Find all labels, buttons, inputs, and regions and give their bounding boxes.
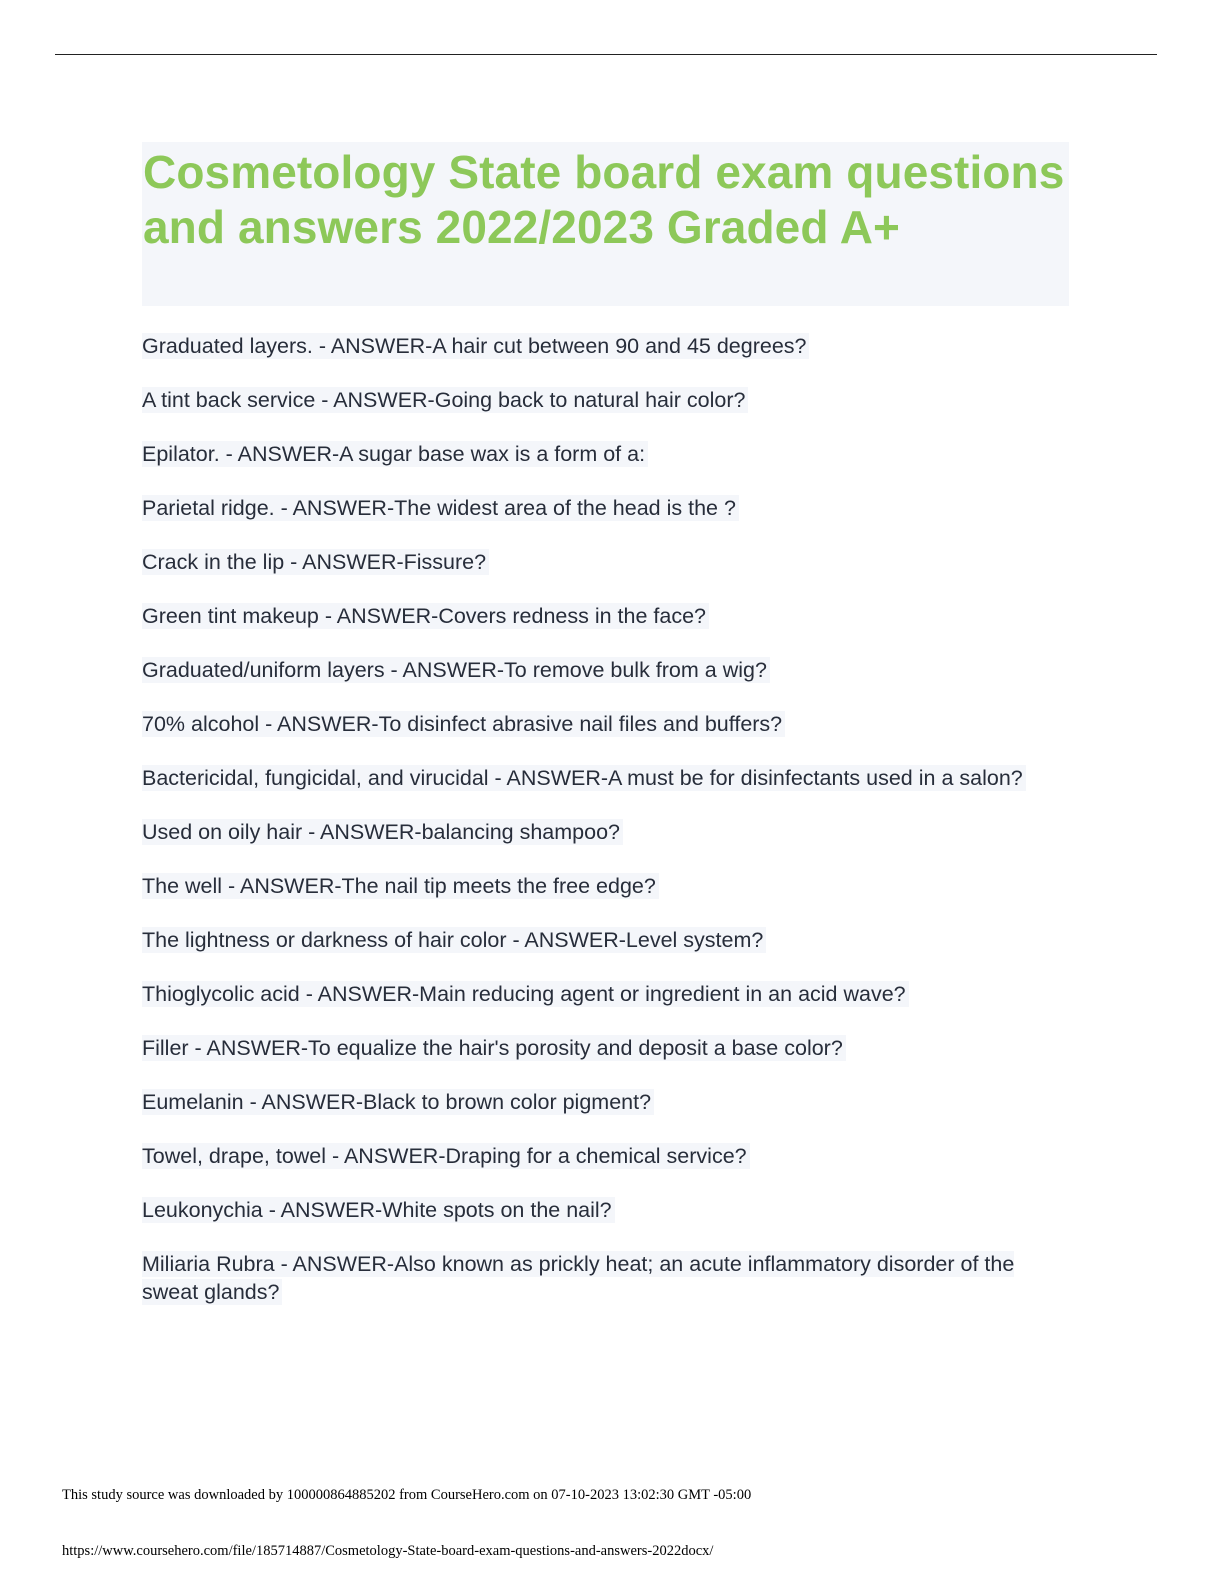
qa-item: [142, 333, 1072, 361]
qa-text: Bactericidal, fungicidal, and virucidal - ANSWER-A must be for disinfectants used in a salon?: [142, 765, 1026, 791]
qa-item: [142, 1089, 1072, 1117]
qa-item: [142, 387, 1072, 415]
qa-text: A tint back service - ANSWER-Going back to natural hair color?: [142, 387, 748, 413]
qa-item: [142, 1143, 1072, 1171]
qa-text: Filler - ANSWER-To equalize the hair's porosity and deposit a base color?: [142, 1035, 846, 1061]
qa-item: [142, 981, 1072, 1009]
qa-text: Thioglycolic acid - ANSWER-Main reducing agent or ingredient in an acid wave?: [142, 981, 909, 1007]
page-title: Cosmetology State board exam questions and answers 2022/2023 Graded A+: [143, 146, 1065, 253]
qa-text: Used on oily hair - ANSWER-balancing shampoo?: [142, 819, 623, 845]
qa-item: [142, 441, 1072, 469]
qa-item: [142, 711, 1072, 739]
qa-item: [142, 495, 1072, 523]
qa-text: Towel, drape, towel - ANSWER-Draping for a chemical service?: [142, 1143, 750, 1169]
qa-text: The lightness or darkness of hair color - ANSWER-Level system?: [142, 927, 766, 953]
qa-list: [142, 333, 1072, 1333]
qa-item: [142, 549, 1072, 577]
qa-text: The well - ANSWER-The nail tip meets the free edge?: [142, 873, 659, 899]
qa-text: Graduated layers. - ANSWER-A hair cut between 90 and 45 degrees?: [142, 333, 809, 359]
qa-item: [142, 819, 1072, 847]
qa-item: [142, 765, 1072, 793]
footer-url: https://www.coursehero.com/file/185714887/Cosmetology-State-board-exam-questions-and-answers-2022docx/: [62, 1543, 714, 1559]
qa-item: [142, 1197, 1072, 1225]
qa-text: 70% alcohol - ANSWER-To disinfect abrasive nail files and buffers?: [142, 711, 785, 737]
qa-text: Crack in the lip - ANSWER-Fissure?: [142, 549, 489, 575]
qa-item: [142, 873, 1072, 901]
qa-text: Graduated/uniform layers - ANSWER-To remove bulk from a wig?: [142, 657, 770, 683]
qa-item: [142, 603, 1072, 631]
qa-text: Eumelanin - ANSWER-Black to brown color pigment?: [142, 1089, 654, 1115]
qa-text: Miliaria Rubra - ANSWER-Also known as prickly heat; an acute inflammatory disorder of the sweat glands?: [142, 1252, 1015, 1304]
qa-item: [142, 1035, 1072, 1063]
qa-item: [142, 927, 1072, 955]
qa-item: [142, 1251, 1072, 1306]
top-divider: [55, 54, 1157, 55]
qa-text: Green tint makeup - ANSWER-Covers redness in the face?: [142, 603, 709, 629]
footer-source-note: This study source was downloaded by 100000864885202 from CourseHero.com on 07-10-2023 13:02:30 GMT -05:00: [62, 1487, 752, 1503]
title-block: [142, 142, 1069, 306]
qa-text: Parietal ridge. - ANSWER-The widest area of the head is the ?: [142, 495, 739, 521]
qa-text: Epilator. - ANSWER-A sugar base wax is a form of a:: [142, 441, 648, 467]
qa-item: [142, 657, 1072, 685]
qa-text: Leukonychia - ANSWER-White spots on the nail?: [142, 1197, 615, 1223]
